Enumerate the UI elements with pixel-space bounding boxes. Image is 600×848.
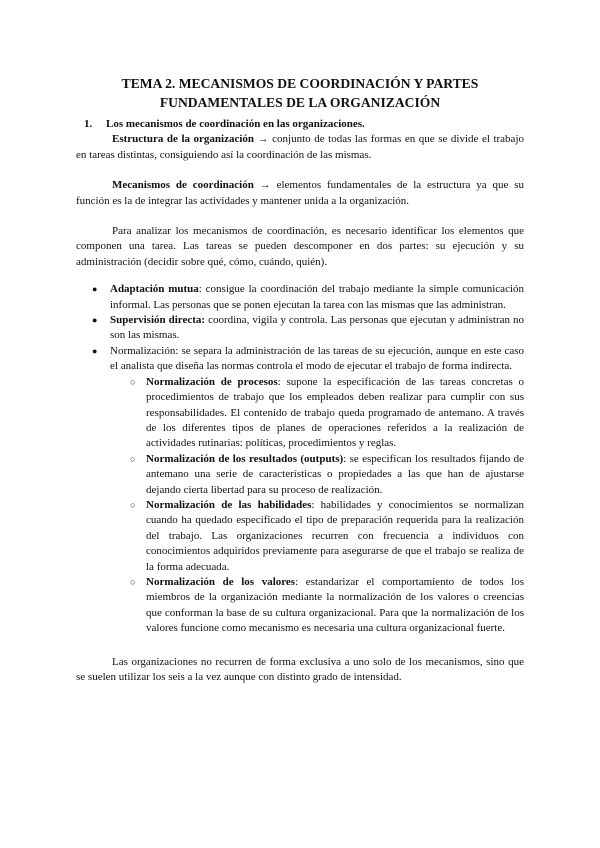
sub-bullet-term: Normalización de procesos	[146, 375, 278, 388]
definition-estructura: conjunto de todas las formas en que se divide el trabajo en tareas distintas, consiguiendo así la coordinación de las mismas.	[76, 133, 524, 161]
arrow-mecanismos: →	[259, 179, 271, 192]
bullet-hollow-icon: ○	[130, 576, 136, 587]
section-heading-text: Los mecanismos de coordinación en las organizaciones.	[106, 118, 365, 130]
sub-list-item	[130, 375, 525, 452]
paragraph-estructura	[76, 132, 524, 163]
normalizacion-sublist	[110, 375, 524, 637]
paragraph-mecanismos	[76, 178, 524, 209]
bullet-text: Normalización: se separa la administración de las tareas de su ejecución, aunque en este caso el analista que diseña las normas controla el modo de ejecutar el trabajo de forma indirecta.	[110, 344, 524, 373]
bullet-term: Adaptación mutua	[110, 283, 199, 296]
sub-bullet-text: : habilidades y conocimientos se normalizan cuando ha quedado especificado el tipo de preparación requerida para la realización del trabajo. Las organizaciones recurren con frecuencia a individuos con conocimientos adquiridos previamente para asegurarse de que el trabajo se realiza de la forma adecuada.	[146, 498, 524, 573]
arrow-estructura: →	[257, 133, 269, 146]
list-item	[92, 344, 525, 637]
paragraph-closing: Las organizaciones no recurren de forma exclusiva a uno solo de los mecanismos, sino que se suelen utilizar los seis a la vez aunque con distinto grado de intensidad.	[76, 655, 524, 683]
term-mecanismos: Mecanismos de coordinación	[112, 179, 254, 192]
section-heading	[76, 117, 524, 132]
paragraph-analisis: Para analizar los mecanismos de coordinación, es necesario identificar los elementos que componen una tarea. Las tareas se pueden descomponer en dos partes: su ejecución y su administración (decidir sobre qué, cómo, cuándo, quién).	[76, 225, 524, 268]
section-number: 1.	[84, 118, 93, 130]
sub-bullet-term: Normalización de los resultados (outputs)	[146, 452, 344, 465]
sub-bullet-text: : se especifican los resultados fijando de antemano una serie de características o propiedades a las que han de ajustarse dejando cierta libertad para su proceso de realización.	[146, 452, 524, 496]
sub-list-item	[130, 452, 524, 498]
mechanisms-list	[76, 282, 524, 636]
bullet-filled-icon: ●	[92, 284, 98, 295]
bullet-hollow-icon: ○	[130, 499, 136, 510]
definition-mecanismos: elementos fundamentales de la estructura ya que su función es la de integrar las actividades y mantener unida a la organización.	[76, 179, 524, 207]
bullet-filled-icon: ●	[92, 345, 98, 356]
bullet-term: Supervisión directa:	[110, 314, 206, 327]
term-estructura: Estructura de la organización	[112, 133, 255, 146]
sub-bullet-term: Normalización de los valores	[146, 575, 296, 588]
bullet-hollow-icon: ○	[130, 376, 136, 387]
bullet-filled-icon: ●	[92, 315, 98, 326]
bullet-text: : consigue la coordinación del trabajo mediante la simple comunicación informal. Las personas que se ponen ejecutan la tarea con las mismas que las administran.	[110, 283, 525, 311]
title-line-2: FUNDAMENTALES DE LA ORGANIZACIÓN	[159, 95, 441, 110]
sub-bullet-text: : supone la especificación de las tareas concretas o procedimientos de trabajo que los empleados deben realizar para cumplir con sus responsabilidades. El contenido de trabajo queda programado de antemano. A través de los diferentes tipos de planes de operaciones referidos a la realización de actividades rutinarias: políticas, procedimientos y reglas.	[146, 375, 525, 450]
page-title	[76, 74, 524, 112]
bullet-hollow-icon: ○	[130, 453, 136, 464]
list-item	[92, 282, 525, 313]
sub-bullet-text: : estandarizar el comportamiento de todos los miembros de la organización mediante la normalización de los valores o creencias que conforman la base de su cultura organizacional. Para que la normalización de los valores funcione como mecanismo es necesaria una cultura organizacional fuerte.	[146, 575, 524, 635]
sub-list-item	[130, 575, 524, 637]
list-item	[92, 313, 524, 344]
sub-list-item	[130, 498, 524, 575]
sub-bullet-term: Normalización de las habilidades	[146, 498, 312, 511]
title-line-1: TEMA 2. MECANISMOS DE COORDINACIÓN Y PARTES	[121, 76, 479, 91]
bullet-text: coordina, vigila y controla. Las personas que ejecutan y administran no son las mismas.	[110, 314, 524, 342]
